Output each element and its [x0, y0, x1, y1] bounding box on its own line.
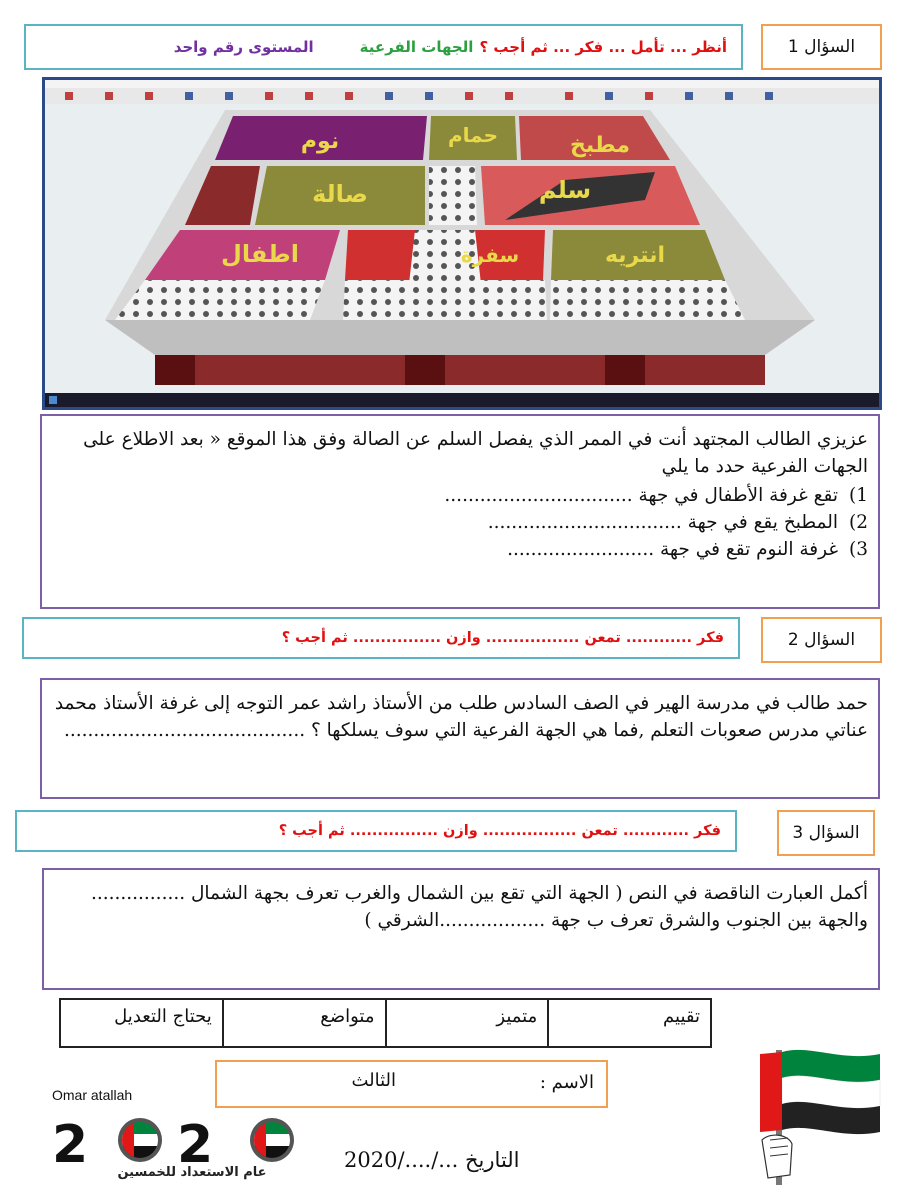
flag-hand-graphic — [740, 1040, 890, 1190]
evaluation-label: تقييم — [548, 999, 711, 1047]
evaluation-option-modest[interactable]: متواضع — [223, 999, 386, 1047]
room-label-antrea: انتريه — [604, 243, 666, 268]
q1-item-text: تقع غرفة الأطفال في جهة ................................ — [444, 485, 838, 506]
evaluation-option-excellent[interactable]: متميز — [386, 999, 549, 1047]
evaluation-table — [59, 998, 712, 1048]
room-label-sleep: نوم — [300, 129, 340, 154]
house-plan-image — [42, 77, 882, 410]
q1-header — [24, 24, 743, 70]
q1-item-number: 3) — [849, 539, 868, 560]
q1-header-instructions: أنظر ... تأمل ... فكر ... ثم أجب ؟ — [479, 38, 727, 56]
q3-label: السؤال 3 — [777, 810, 875, 856]
name-value[interactable]: الثالث — [351, 1070, 396, 1091]
author-name: Omar atallah — [52, 1087, 133, 1103]
q1-item-number: 1) — [849, 485, 868, 506]
q1-item-1 — [52, 482, 868, 509]
evaluation-option-needs-revision[interactable]: يحتاج التعديل — [60, 999, 223, 1047]
svg-text:2: 2 — [52, 1116, 89, 1175]
q1-label: السؤال 1 — [761, 24, 882, 70]
q2-header: فكر ............ تمعن ................. وازن ................ ثم أجب ؟ — [22, 617, 740, 659]
logo-caption: عام الاستعداد للخمسين — [117, 1165, 267, 1180]
q1-header-level: المستوى رقم واحد — [173, 38, 314, 56]
room-label-kitchen: مطبخ — [570, 133, 630, 158]
q2-paragraph: حمد طالب في مدرسة الهير في الصف السادس طلب من الأستاذ راشد عمر التوجه إلى غرفة الأستاذ محمد عناتي مدرس صعوبات التعلم ,فما هي الجهة الفرعية التي سوف يسلكها ؟ ......................................... — [54, 693, 868, 741]
room-label-stairs: سلم — [538, 176, 592, 204]
year-logo — [52, 1116, 322, 1184]
house-plan-svg — [45, 80, 879, 407]
q3-paragraph: أكمل العبارت الناقصة في النص ( الجهة التي تقع بين الشمال والغرب تعرف بجهة الشمال ................ والجهة بين الجنوب والشرق تعرف ب جهة ..................الشرقي ) — [91, 883, 868, 931]
q3-header: فكر ............ تمعن ................. وازن ................ ثم أجب ؟ — [15, 810, 737, 852]
uae-flag-icon — [740, 1040, 890, 1190]
q1-question-box — [40, 414, 880, 609]
q1-item-text: غرفة النوم تقع في جهة ......................... — [507, 539, 838, 560]
room-label-hall: صالة — [312, 180, 368, 208]
q3-question-box — [42, 868, 880, 990]
room-label-dining: سفرة — [460, 243, 520, 267]
name-box — [215, 1060, 608, 1108]
q2-question-box — [40, 678, 880, 799]
room-label-kids: اطفال — [221, 240, 299, 268]
name-label: الاسم : — [539, 1072, 594, 1093]
q1-item-number: 2) — [849, 512, 868, 533]
evaluation-row — [60, 999, 711, 1047]
date-line: التاريخ .../..../2020 — [344, 1148, 520, 1172]
room-label-bath: حمام — [448, 123, 498, 147]
svg-text:2: 2 — [177, 1116, 214, 1175]
q1-item-2 — [52, 509, 868, 536]
q2-label: السؤال 2 — [761, 617, 882, 663]
q1-item-text: المطبخ يقع في جهة ................................. — [487, 512, 838, 533]
q1-paragraph: عزيزي الطالب المجتهد أنت في الممر الذي يفصل السلم عن الصالة وفق هذا الموقع « بعد الاطلاع على الجهات الفرعية حدد ما يلي — [83, 429, 868, 477]
q1-header-topic: الجهات الفرعية — [359, 38, 474, 56]
q1-item-3 — [52, 536, 868, 563]
